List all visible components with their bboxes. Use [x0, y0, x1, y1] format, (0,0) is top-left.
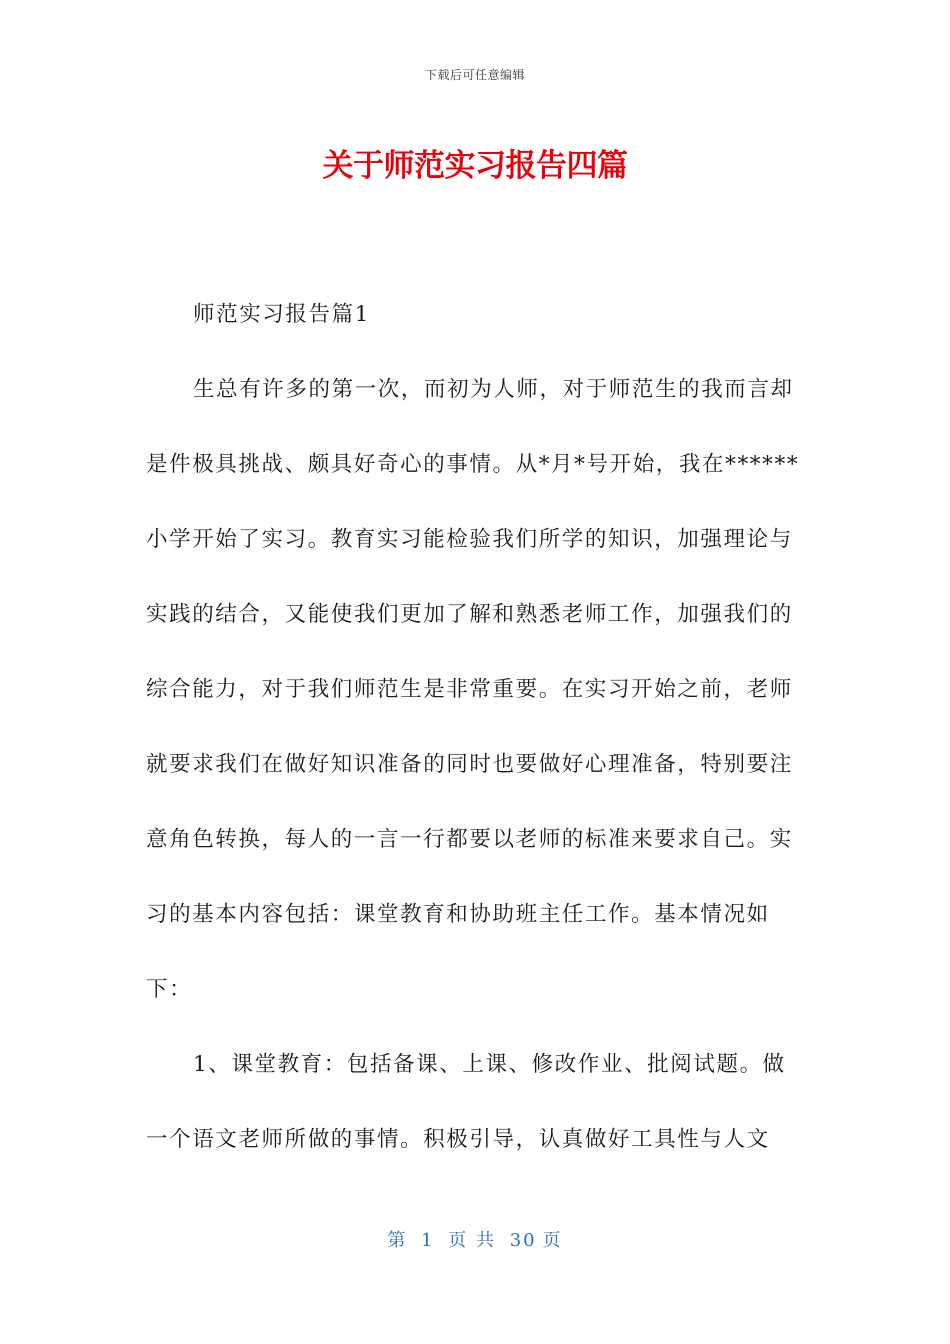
section-heading: 师范实习报告篇1 — [193, 302, 370, 327]
current-page-number: 1 — [421, 1230, 435, 1251]
header-note: 下载后可任意编辑 — [424, 68, 525, 82]
total-pages-number: 30 — [509, 1230, 537, 1251]
body-paragraph: 生总有许多的第一次，而初为人师，对于师范生的我而言却是件极具挑战、颇具好奇心的事情。从*月*号开始，我在******小学开始了实习。教育实习能检验我们所学的知识，加强理论与实践的结合，又能使我们更加了解和熟悉老师工作，加强我们的综合能力，对于我们师范生是非常重要。在实习开始之前，老师就要求我们在做好知识准备的同时也要做好心理准备，特别要注意角色转换，每人的一言一行都要以老师的标准来要求自己。实习的基本内容包括：课堂教育和协助班主任工作。基本情况如下： — [146, 377, 800, 1002]
document-body — [146, 277, 806, 1177]
page-label-suffix: 页 — [542, 1230, 563, 1251]
page-footer — [0, 1226, 950, 1252]
document-title: 关于师范实习报告四篇 — [322, 148, 628, 184]
page-label-prefix: 第 — [387, 1230, 408, 1251]
body-paragraph: 1、课堂教育：包括备课、上课、修改作业、批阅试题。做一个语文老师所做的事情。积极引导，认真做好工具性与人文 — [146, 1052, 786, 1152]
page-label-mid: 页 共 — [448, 1230, 496, 1251]
